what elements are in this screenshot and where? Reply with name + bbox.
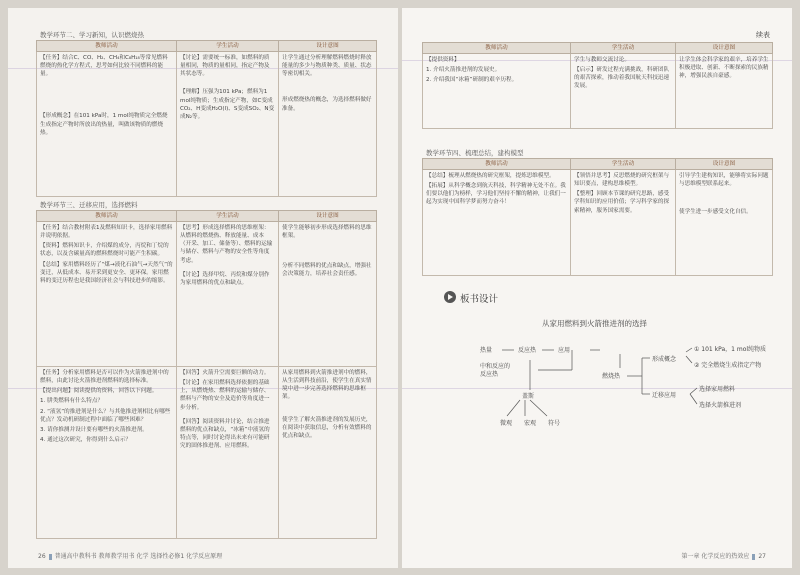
design-cell: 使学生能够初步形成选择燃料的思维框架。 分析不同燃料的优点和缺点，增强社会决策能力，培养社会责任感。 (279, 222, 377, 367)
header-student: 学生活动 (177, 41, 279, 52)
board-hess: 盖斯 (522, 393, 535, 400)
design-cell: 引导学生建构知识，能够将实际问题与思维模型联系起来。 使学生进一步感受文化自信。 (676, 170, 773, 276)
header-teacher: 教师活动 (423, 43, 571, 54)
right-footer (681, 551, 766, 560)
footer-book-title: 普通高中教科书 教师教学用书 化学 选择性必修1 化学反应原理 (54, 553, 223, 560)
section-3-title: 教学环节三、迁移应用，选择燃料 (40, 201, 138, 209)
teacher-cell: 【任务】结合C、CO、H₂、CH₄和C₈H₁₈等常见燃料燃烧的热化学方程式，思考如何比较不同燃料的能量。 【形成概念】在101 kPa时，1 mol纯物质完全燃烧生成指定产物时所放出的热量，叫做该物质的燃烧热。 (37, 52, 177, 197)
design-cell: 让学生通过分析理解燃料燃烧时释放能量的多少与物质种类、质量、状态等密切相关。 形成燃烧热的概念，为选择燃料做好准备。 (279, 52, 377, 197)
student-cell: 学生与教师交流讨论。 【启示】研发过程充满挑战，科研团队的艰苦探索，推动着我国航天科技迅速发展。 (571, 54, 676, 129)
board-diagram-lines (402, 8, 792, 568)
header-design: 设计意图 (279, 211, 377, 222)
right-page (402, 8, 792, 568)
section-2-table (36, 40, 377, 197)
board-app-1: 选择家用燃料 (699, 386, 736, 393)
teacher-cell: 【任务】结合教材附表1及燃料知识卡，选择家用燃料并说明依据。 【资料】燃料知识卡，介绍煤的成分，丙烷和丁烷的状态，以及含碳量高的燃料燃烧时可能产生积碳。 【总结】家用燃料经历了“煤→液化石油气→天然气”的变迁，从低成本、易开采到更安全、更环保。家用燃料的变迁历程也是我国经济社会与科技进步的缩影。 (37, 222, 177, 367)
header-design: 设计意图 (676, 159, 773, 170)
board-concept: 形成概念 (652, 356, 677, 363)
student-cell: 【思考】形成选择燃料的思维框架：从燃料的燃烧热、释放能量、成本（开采、加工、储备等）、燃料的运输与储存、燃料与产物的安全性等角度考虑。 【讨论】选择甲烷、丙烷和煤分别作为家用燃料的优点和缺点。 (177, 222, 279, 367)
board-concept-1: ① 101 kPa，1 mol纯物质 (694, 346, 767, 353)
board-neutralization: 中和反应的反应热 (480, 363, 511, 379)
teacher-cell: 【任务】分析家用燃料是否可以作为火箭推进剂中的燃料，由此讨论火箭推进剂燃料的选择标准。 【提出问题】阅读提供的资料，回答以下问题。 1. 肼类燃料有什么特点？ 2. “液氢”的推进剂是什么？与其他推进剂相比有哪些优点？发动机研制过程中面临了哪些困难？ 3. 请你推测并设计要有哪些的火箭推进剂。 4. 通过这次研究，你得到什么启示？ (37, 367, 177, 539)
board-reaction-heat: 反应热 (518, 347, 537, 354)
board-macro: 宏观 (524, 420, 537, 427)
table-row (37, 367, 377, 539)
design-cell: 让学生体会科学家的艰辛，培养学生积极进取、创新、不断探索的民族精神，增强民族自豪感。 (676, 54, 773, 129)
board-design-title: 板书设计 (460, 294, 499, 305)
left-footer (38, 551, 222, 560)
table-row (37, 52, 377, 197)
footer-bar (49, 554, 52, 560)
student-cell: 【回答】火箭升空需要巨额的动力。 【讨论】在家用燃料选择依据的基础上，从燃烧热、燃料的运输与储存、燃料与产物的安全及造价等角度进一步分析。 【回答】阅读资料并讨论，结合推进燃料的优点和缺点，“冰箱”中液氢的特点等，同时讨论得出未来有可能研究的固体推进剂、应用燃料。 (177, 367, 279, 539)
header-student: 学生活动 (571, 159, 676, 170)
page-number: 27 (758, 553, 766, 560)
board-application: 应用 (558, 347, 571, 354)
header-teacher: 教师活动 (37, 41, 177, 52)
board-combustion-heat: 燃烧热 (602, 373, 621, 380)
board-concept-2: ② 完全燃烧生成指定产物 (694, 362, 762, 369)
board-main-title: 从家用燃料到火箭推进剂的选择 (542, 319, 647, 328)
student-cell: 【领悟并思考】反思燃烧的研究框架与知识要点，建构思维模型。 【整理】回顾本节课的研究思路，感受学科知识的应用价值；学习科学家的探索精神，服务国家需要。 (571, 170, 676, 276)
board-app-2: 选择火箭推进剂 (699, 402, 742, 409)
page-number: 26 (38, 553, 46, 560)
teacher-cell: 【提供资料】 1. 介绍火箭推进剂的发展史。 2. 介绍我国“冰箱”研制的艰辛历程。 (423, 54, 571, 129)
design-cell: 从家用燃料到火箭推进剂中的燃料，从生活到科技前沿，使学生在真实情境中进一步完善选择燃料的思维框架。 使学生了解火箭推进剂的发展历史，在阅读中获取信息，分析有效燃料的优点和缺点。 (279, 367, 377, 539)
board-micro: 微观 (500, 420, 513, 427)
header-design: 设计意图 (279, 41, 377, 52)
footer-bar (752, 554, 755, 560)
section-4-title: 教学环节四、梳理总结，建构模型 (426, 149, 524, 157)
table-row (37, 222, 377, 367)
section-2-title: 教学环节二、学习新知，认识燃烧热 (40, 31, 144, 39)
continued-label: 续表 (756, 31, 770, 39)
board-heat: 热量 (480, 347, 493, 354)
footer-chapter-title: 第一章 化学反应的热效应 (681, 553, 750, 560)
header-teacher: 教师活动 (37, 211, 177, 222)
header-teacher: 教师活动 (423, 159, 571, 170)
left-page (8, 8, 398, 568)
board-symbol: 符号 (548, 420, 561, 427)
board-transfer: 迁移应用 (652, 392, 677, 399)
student-cell: 【讨论】需要统一标准，如燃料的质量相同，物质的量相同，指定产物及其状态等。 【理解】压强为101 kPa；燃料为1 mol纯物质；生成指定产物，如C变成CO₂、H变成H₂O(l)、S变成SO₂、N变成N₂等。 (177, 52, 279, 197)
header-design: 设计意图 (676, 43, 773, 54)
section-3-table (36, 210, 377, 539)
teacher-cell: 【总结】梳理从燃烧热的研究框架，提炼思维模型。 【拓展】从科学概念到航天科技，科学精神无处不在。我们要以他们为榜样，学习他们坚持不懈的精神，让我们一起为实现中国科学梦而努力奋斗！ (423, 170, 571, 276)
header-student: 学生活动 (177, 211, 279, 222)
header-student: 学生活动 (571, 43, 676, 54)
